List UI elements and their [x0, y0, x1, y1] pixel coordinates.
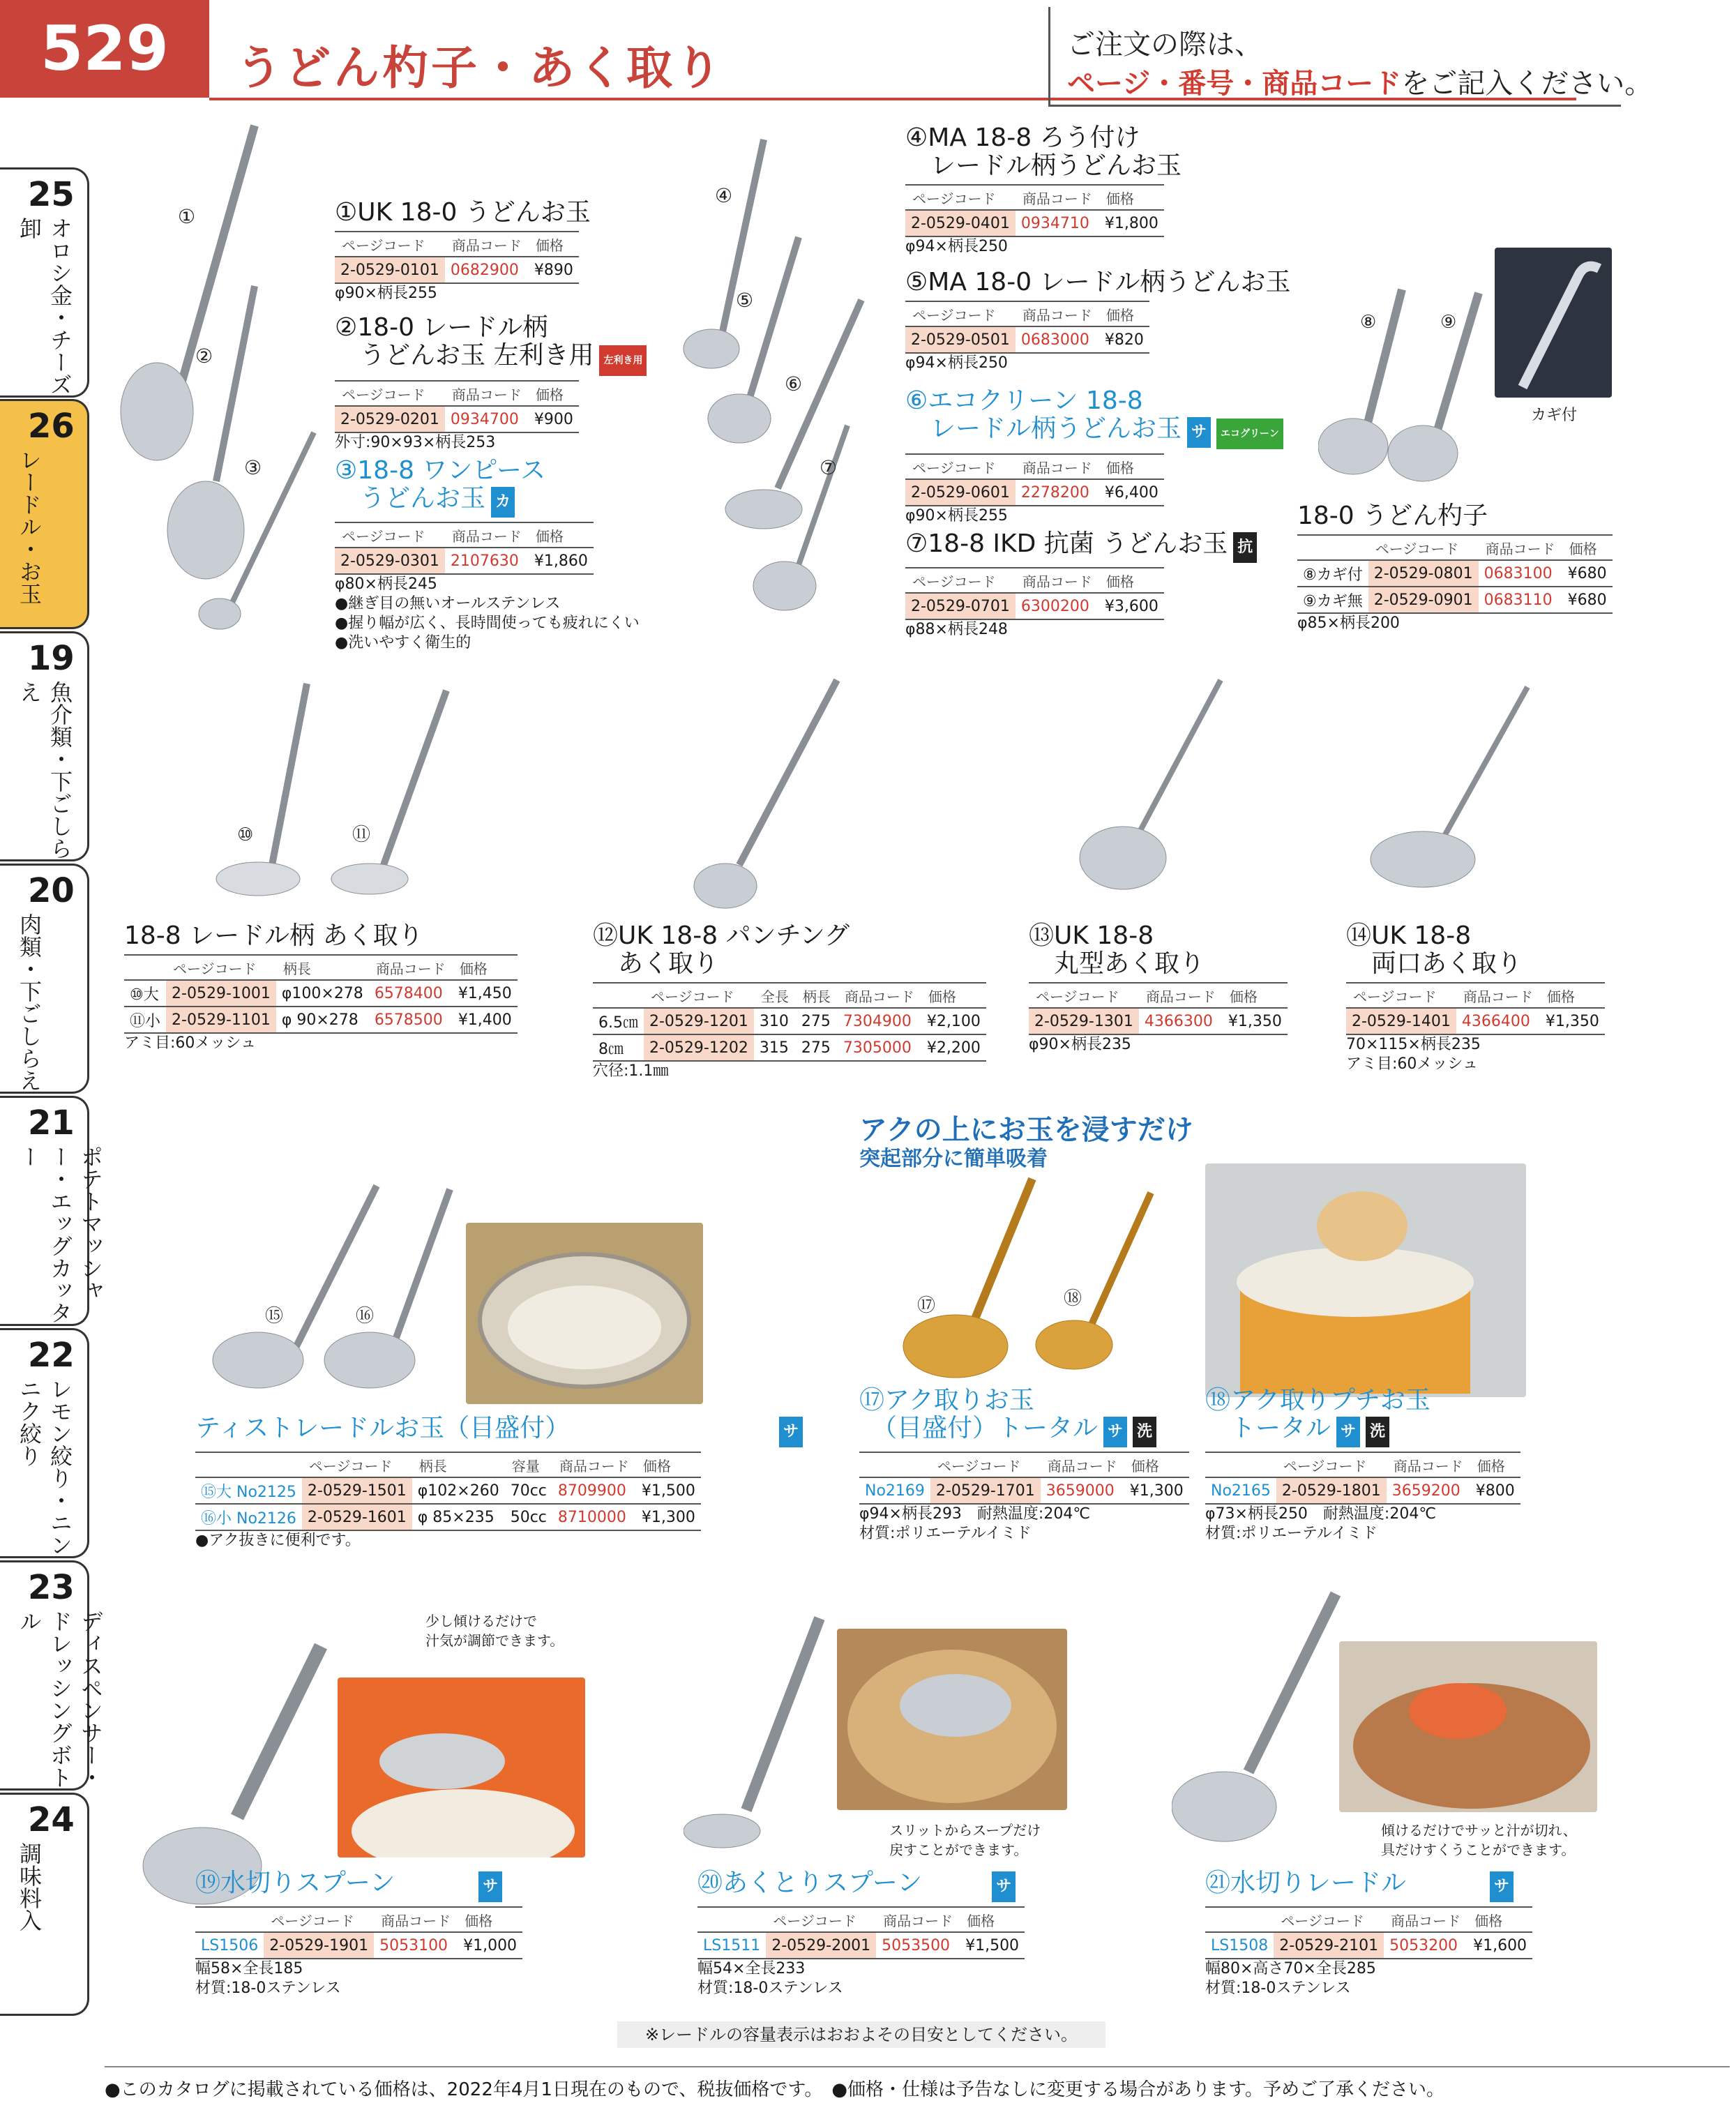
hook-detail-photo [1495, 248, 1612, 398]
sa-badge-icon: サ [779, 1417, 803, 1447]
p1011-title: 18-8 レードル柄 あく取り [124, 921, 423, 950]
p21-title: ㉑水切りレードル サ [1205, 1869, 1532, 1902]
table-row: ⑪小 2-0529-1101 φ 90×278 6578500 ¥1,400 [124, 1007, 518, 1033]
ladle-21-illustration [1172, 1583, 1346, 1848]
product-3: ③18-8 ワンピース うどんお玉 カ ページコード 商品コード 価格 2-0529-0301 2107630 ¥1,860 φ80×柄長245 ●継ぎ目の無いオールステンレス ●握り幅が広く、長時間使っても疲れにくい ●洗いやすく衛生的 [335, 456, 640, 651]
p17-title: ⑰アク取りお玉 （目盛付）トータル サ 洗 [859, 1387, 1189, 1447]
notice-highlight: ページ・番号・商品コード [1067, 68, 1402, 100]
svg-text:⑤: ⑤ [736, 289, 754, 312]
page-title: うどん杓子・あく取り [236, 41, 724, 95]
p19-table: ページコード 商品コード 価格 LS1506 2-0529-1901 5053100 ¥1,000 [195, 1906, 522, 1959]
ladles-1-3-illustration [105, 119, 342, 635]
p1516-table: ページコード 柄長 容量 商品コード 価格 ⑮大 No2125 2-0529-1501 φ102×260 70cc 8709900 ¥1,500 ⑯小 No2126 2-0529-1601 φ 85×235 50cc 8710000 ¥1,300 [195, 1452, 701, 1531]
ladles-15-16-illustration [202, 1172, 474, 1402]
svg-text:③: ③ [244, 456, 262, 479]
p21-table: ページコード 商品コード 価格 LS1508 2-0529-2101 5053200 ¥1,600 [1205, 1906, 1532, 1959]
footer-rule [105, 2066, 1730, 2067]
spoon-20-illustration [684, 1608, 837, 1852]
tab-23[interactable]: 23 ディスペンサー・ドレッシングボトル [0, 1560, 89, 1791]
svg-text:⑦: ⑦ [820, 456, 838, 479]
p4-title: ④MA 18-8 ろう付け レードル柄うどんお玉 [905, 123, 1182, 180]
p6-title: ⑥エコクリーン 18-8 レードル柄うどんお玉 サ エコグリーン [905, 387, 1283, 449]
product-7: ⑦18-8 IKD 抗菌 うどんお玉 抗 ページコード 商品コード 価格 2-0529-0701 6300200 ¥3,600 φ88×柄長248 [905, 530, 1257, 640]
sa-badge-icon: サ [478, 1871, 502, 1902]
table-row: ⑨カギ無 2-0529-0901 0683110 ¥680 [1297, 587, 1613, 613]
svg-text:①: ① [178, 205, 196, 228]
skimmer-13-illustration [1074, 670, 1235, 907]
p6-table: ページコード 商品コード 価格 2-0529-0601 2278200 ¥6,400 [905, 453, 1164, 506]
p13-title: ⑬UK 18-8 丸型あく取り [1029, 921, 1205, 978]
svg-text:⑥: ⑥ [785, 372, 803, 395]
table-row: 8㎝ 2-0529-1202 315 275 7305000 ¥2,200 [593, 1034, 986, 1061]
ladles-4-7-illustration [659, 133, 868, 621]
product-13: ⑬UK 18-8 丸型あく取り ページコード 商品コード 価格 2-0529-1301 4366300 ¥1,350 φ90×柄長235 [1029, 922, 1288, 1055]
ladle-bowl-1 [121, 363, 193, 460]
ka-badge-icon: カ [491, 487, 515, 518]
product-18: ⑱アク取りプチお玉 トータル サ 洗 ページコード 商品コード 価格 No2165 2-0529-1801 3659200 ¥800 φ73×柄長250 耐熱温度:204℃ 材質:ポリエーテルイミド [1205, 1387, 1520, 1544]
tab-26[interactable]: 26 レードル・お玉 [0, 399, 89, 629]
p1011-table: ページコード 柄長 商品コード 価格 ⑩大 2-0529-1001 φ100×278 6578400 ¥1,450 ⑪小 2-0529-1101 φ 90×278 6578500 ¥1,400 [124, 954, 518, 1034]
pot-skimming-photo [466, 1223, 703, 1404]
product-12: ⑫UK 18-8 パンチング あく取り ページコード 全長 柄長 商品コード 価格 6.5㎝ 2-0529-1201 310 275 7304900 ¥2,100 8㎝ 2-0529-1202 315 275 7305000 ¥2,200 穴径:1.1㎜ [593, 922, 986, 1081]
p18-title: ⑱アク取りプチお玉 トータル サ 洗 [1205, 1387, 1520, 1447]
hook-caption: カギ付 [1531, 407, 1578, 424]
p3-table: ページコード 商品コード 価格 2-0529-0301 2107630 ¥1,860 [335, 522, 594, 575]
product-15-16: ティストレードルお玉（目盛付） サ ページコード 柄長 容量 商品コード 価格 ⑮大 No2125 2-0529-1501 φ102×260 70cc 8709900 ¥1,500 ⑯小 No2126 2-0529-1601 φ 85×235 50cc 8710000 ¥1,300 ●アク抜きに便利です。 [195, 1415, 803, 1551]
tab-25[interactable]: 25 オロシ金・チーズ卸 [0, 167, 89, 398]
svg-text:⑰: ⑰ [917, 1295, 936, 1316]
product-14: ⑭UK 18-8 両口あく取り ページコード 商品コード 価格 2-0529-1401 4366400 ¥1,350 70×115×柄長235 アミ目:60メッシュ [1346, 922, 1605, 1074]
p12-title: ⑫UK 18-8 パンチング あく取り [593, 921, 850, 978]
table-row: ⑩大 2-0529-1001 φ100×278 6578400 ¥1,450 [124, 980, 518, 1007]
p19-title: ⑲水切りスプーン サ [195, 1869, 522, 1902]
aku-subheadline: 突起部分に簡単吸着 [859, 1147, 1048, 1171]
tab-21[interactable]: 21 ポテトマッシャー・エッグカッター [0, 1096, 89, 1326]
svg-text:②: ② [195, 345, 213, 368]
p89-table: ページコード 商品コード 価格 ⑧カギ付 2-0529-0801 0683100 ¥680 ⑨カギ無 2-0529-0901 0683110 ¥680 [1297, 534, 1613, 614]
p14-title: ⑭UK 18-8 両口あく取り [1346, 921, 1523, 978]
stew-photo-1 [338, 1678, 585, 1857]
product-1: ①UK 18-0 うどんお玉 ページコード 商品コード 価格 2-0529-0101 0682900 ¥890 φ90×柄長255 [335, 198, 591, 302]
notice-rest: をご記入ください。 [1401, 68, 1653, 100]
product-5: ⑤MA 18-0 レードル柄うどんお玉 ページコード 商品コード 価格 2-0529-0501 0683000 ¥820 φ94×柄長250 [905, 268, 1291, 372]
aku-headline: アクの上にお玉を浸すだけ [859, 1114, 1193, 1146]
antibacterial-badge-icon: 抗 [1233, 532, 1257, 563]
sa-badge-icon: サ [992, 1871, 1016, 1902]
product-10-11: 18-8 レードル柄 あく取り ページコード 柄長 商品コード 価格 ⑩大 2-0529-1001 φ100×278 6578400 ¥1,450 ⑪小 2-0529-1101 φ 90×278 6578500 ¥1,400 アミ目:60メッシュ [124, 922, 518, 1053]
svg-text:⑨: ⑨ [1440, 312, 1457, 333]
p7-title: ⑦18-8 IKD 抗菌 うどんお玉 抗 [905, 530, 1257, 563]
cooking-pot-photo [1205, 1163, 1526, 1397]
sa-badge-icon: サ [1490, 1871, 1514, 1902]
shrimp-hotpot-photo [1339, 1641, 1597, 1812]
skimmer-14-illustration [1367, 677, 1541, 907]
table-row: ⑯小 No2126 2-0529-1601 φ 85×235 50cc 8710000 ¥1,300 [195, 1504, 701, 1530]
capacity-note: ※レードルの容量表示はおおよその目安としてください。 [617, 2021, 1105, 2048]
lefty-badge-icon: 左利き用 [599, 345, 647, 376]
product-8-9: 18-0 うどん杓子 ページコード 商品コード 価格 ⑧カギ付 2-0529-0801 0683100 ¥680 ⑨カギ無 2-0529-0901 0683110 ¥680 φ85×柄長200 [1297, 502, 1613, 633]
p1516-title: ティストレードルお玉（目盛付） サ [195, 1415, 803, 1447]
skimmers-10-11-illustration [209, 677, 474, 907]
p7-table: ページコード 商品コード 価格 2-0529-0701 6300200 ¥3,600 [905, 567, 1164, 620]
tab-24[interactable]: 24 調味料入 [0, 1793, 89, 2016]
p89-title: 18-0 うどん杓子 [1297, 502, 1488, 530]
product-6: ⑥エコクリーン 18-8 レードル柄うどんお玉 サ エコグリーン ページコード 商品コード 価格 2-0529-0601 2278200 ¥6,400 φ90×柄長255 [905, 387, 1283, 526]
wash-badge-icon: 洗 [1366, 1417, 1389, 1447]
table-row: ⑮大 No2125 2-0529-1501 φ102×260 70cc 8709900 ¥1,500 [195, 1477, 701, 1504]
stew-photo-2 [837, 1629, 1067, 1810]
table-row: ⑧カギ付 2-0529-0801 0683100 ¥680 [1297, 560, 1613, 587]
p20-table: ページコード 商品コード 価格 LS1511 2-0529-2001 5053500 ¥1,500 [697, 1906, 1025, 1959]
tab-19[interactable]: 19 魚介類・下ごしらえ [0, 631, 89, 861]
tab-20[interactable]: 20 肉類・下ごしらえ [0, 864, 89, 1094]
p13-table: ページコード 商品コード 価格 2-0529-1301 4366300 ¥1,350 [1029, 982, 1288, 1035]
svg-text:⑱: ⑱ [1064, 1288, 1082, 1309]
p20-title: ⑳あくとりスプーン サ [697, 1869, 1025, 1902]
sa-badge-icon: サ [1336, 1417, 1360, 1447]
product-20: ⑳あくとりスプーン サ ページコード 商品コード 価格 LS1511 2-0529-2001 5053500 ¥1,500 幅54×全長233 材質:18-0ステンレス [697, 1869, 1025, 1998]
skimmer-12-illustration [684, 670, 858, 914]
p14-table: ページコード 商品コード 価格 2-0529-1401 4366400 ¥1,350 [1346, 982, 1605, 1035]
p1-title: ①UK 18-0 うどんお玉 [335, 198, 591, 227]
ladles-8-9-illustration [1318, 279, 1493, 488]
notice-line2 [1067, 61, 1652, 101]
p20-callout: スリットからスープだけ 戻すことができます。 [889, 1822, 1041, 1858]
p18-table: ページコード 商品コード 価格 No2165 2-0529-1801 3659200 ¥800 [1205, 1452, 1520, 1505]
tab-22[interactable]: 22 レモン絞り・ニンニク絞り [0, 1328, 89, 1558]
product-17: ⑰アク取りお玉 （目盛付）トータル サ 洗 ページコード 商品コード 価格 No2169 2-0529-1701 3659000 ¥1,300 φ94×柄長293 耐熱温度:204℃ 材質:ポリエーテルイミド [859, 1387, 1189, 1544]
product-19: ⑲水切りスプーン サ ページコード 商品コード 価格 LS1506 2-0529-1901 5053100 ¥1,000 幅58×全長185 材質:18-0ステンレス [195, 1869, 522, 1998]
ladles-17-18-illustration [893, 1172, 1158, 1381]
svg-text:⑧: ⑧ [1360, 312, 1377, 333]
p5-table: ページコード 商品コード 価格 2-0529-0501 0683000 ¥820 [905, 301, 1149, 354]
table-row: 6.5㎝ 2-0529-1201 310 275 7304900 ¥2,100 [593, 1008, 986, 1034]
product-21: ㉑水切りレードル サ ページコード 商品コード 価格 LS1508 2-0529-2101 5053200 ¥1,600 幅80×高さ70×全長285 材質:18-0ステンレス [1205, 1869, 1532, 1998]
p17-table: ページコード 商品コード 価格 No2169 2-0529-1701 3659000 ¥1,300 [859, 1452, 1189, 1505]
p1-table: ページコード 商品コード 価格 2-0529-0101 0682900 ¥890 [335, 231, 579, 284]
eco-green-badge-icon: エコグリーン [1216, 419, 1283, 449]
p12-table: ページコード 全長 柄長 商品コード 価格 6.5㎝ 2-0529-1201 310 275 7304900 ¥2,100 8㎝ 2-0529-1202 315 275 7305000 ¥2,200 [593, 982, 986, 1062]
wash-badge-icon: 洗 [1133, 1417, 1156, 1447]
svg-text:⑪: ⑪ [352, 824, 371, 845]
product-4: ④MA 18-8 ろう付け レードル柄うどんお玉 ページコード 商品コード 価格 2-0529-0401 0934710 ¥1,800 φ94×柄長250 [905, 123, 1182, 255]
sa-badge-icon: サ [1103, 1417, 1127, 1447]
svg-text:⑮: ⑮ [265, 1306, 284, 1327]
p5-title: ⑤MA 18-0 レードル柄うどんお玉 [905, 268, 1291, 296]
price-note: ●このカタログに掲載されている価格は、2022年4月1日現在のもので、税抜価格です。 ●価格・仕様は予告なしに変更する場合があります。予めご了承ください。 [105, 2079, 1444, 2100]
svg-text:④: ④ [715, 184, 733, 207]
p3-title: ③18-8 ワンピース うどんお玉 カ [335, 457, 640, 518]
svg-text:⑩: ⑩ [237, 824, 254, 845]
ladle-bowl-3 [199, 598, 241, 629]
p21-callout: 傾けるだけでサッと汁が切れ、 具だけすくうことができます。 [1381, 1822, 1577, 1858]
ladle-bowl-2 [167, 481, 244, 579]
notice-line1: ご注文の際は、 [1067, 29, 1262, 61]
product-2: ②18-0 レードル柄 うどんお玉 左利き用 左利き用 ページコード 商品コード 価格 2-0529-0201 0934700 ¥900 外寸:90×93×柄長253 [335, 314, 647, 453]
svg-text:⑯: ⑯ [356, 1306, 375, 1327]
p19-callout: 少し傾けるだけで 汁気が調節できます。 [425, 1613, 564, 1649]
p2-title: ②18-0 レードル柄 うどんお玉 左利き用 左利き用 [335, 314, 647, 376]
p4-table: ページコード 商品コード 価格 2-0529-0401 0934710 ¥1,800 [905, 184, 1164, 237]
p2-table: ページコード 商品コード 価格 2-0529-0201 0934700 ¥900 [335, 380, 579, 433]
page-number: 529 [0, 0, 209, 98]
sa-badge-icon: サ [1187, 417, 1211, 448]
